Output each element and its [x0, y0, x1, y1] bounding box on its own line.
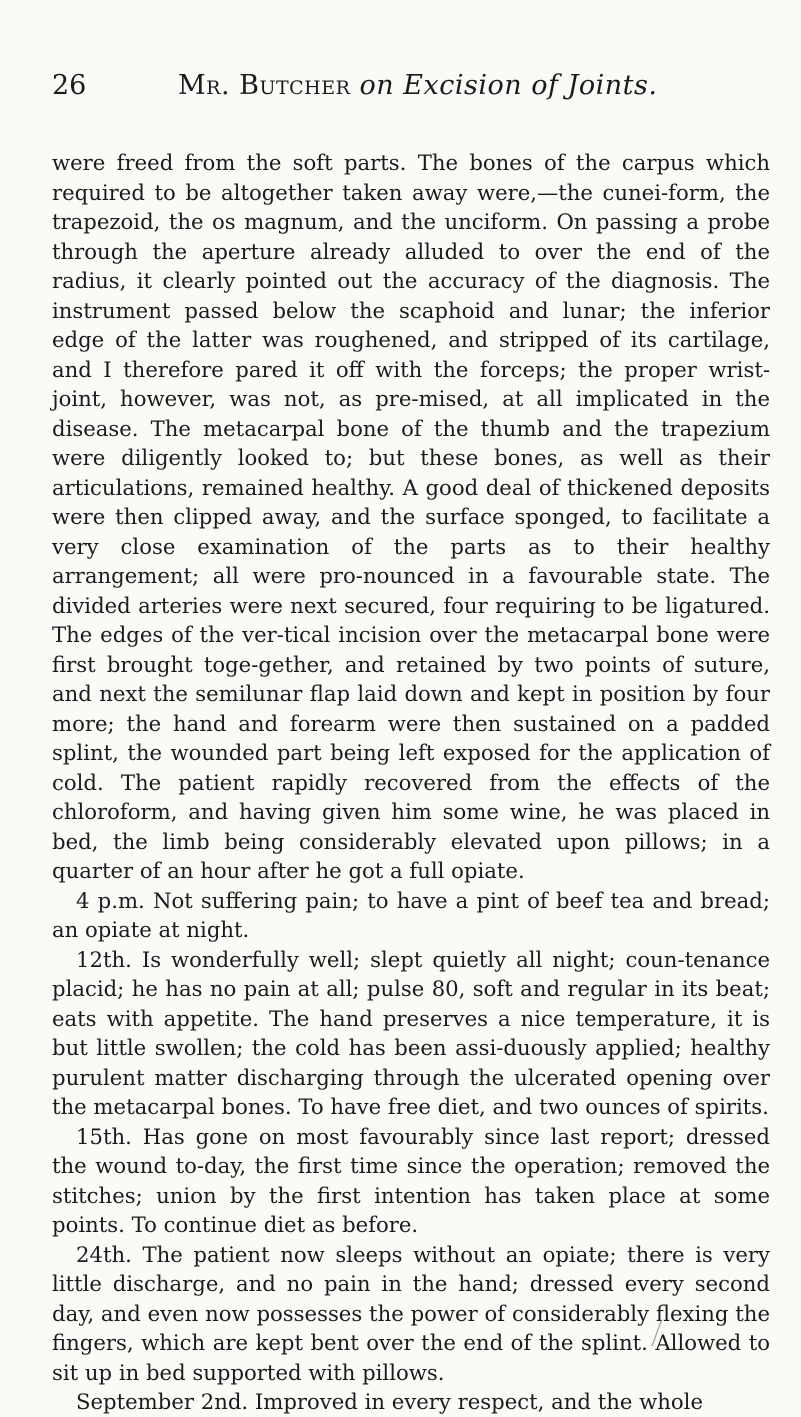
book-page [52, 70, 770, 1417]
paragraph: 4 p.m. Not suffering pain; to have a pint of beef tea and bread; an opiate at night. [52, 887, 770, 942]
page-header [52, 70, 770, 126]
paragraph: were freed from the soft parts. The bones of the carpus which required to be altogether taken away were,—the cunei-form, the trapezoid, the os magnum, and the unciform. On passing a probe through the aperture already alluded to over the end of the radius, it clearly pointed out the accuracy of the diagnosis. The instrument passed below the scaphoid and lunar; the inferior edge of the latter was roughened, and stripped of its cartilage, and I therefore pared it off with the forceps; the proper wrist-joint, however, was not, as pre-mised, at all implicated in the disease. The metacarpal bone of the thumb and the trapezium were diligently looked to; but these bones, as well as their articulations, remained healthy. A good deal of thickened deposits were then clipped away, and the surface sponged, to facilitate a very close examination of the parts as to their healthy arrangement; all were pro-nounced in a favourable state. The divided arteries were next secured, four requiring to be ligatured. The edges of the ver-tical incision over the metacarpal bone were first brought toge-gether, and retained by two points of suture, and next the semilunar flap laid down and kept in position by four more; the hand and forearm were then sustained on a padded splint, the wounded part being left exposed for the application of cold. The patient rapidly recovered from the effects of the chloroform, and having given him some wine, he was placed in bed, the limb being considerably elevated upon pillows; in a quarter of an hour after he got a full opiate. [52, 150, 770, 883]
running-head-on: on [359, 70, 395, 101]
running-head-author: Mr. Butcher [178, 70, 351, 101]
paragraph: 24th. The patient now sleeps without an opiate; there is very little discharge, and no pain in the hand; dressed every second day, and even now possesses the power of considerably flexing the fingers, which are kept bent over the end of the splint. Allowed to sit up in bed supported with pillows. [52, 1241, 770, 1385]
body-text [52, 148, 770, 1417]
running-head-title: Excision of Joints. [403, 70, 658, 101]
paragraph: September 2nd. Improved in every respect, and the whole [76, 1389, 703, 1414]
paragraph: 15th. Has gone on most favourably since last report; dressed the wound to-day, the first time since the operation; removed the stitches; union by the first intention has taken place at some points. To continue diet as before. [52, 1123, 770, 1237]
paragraph: 12th. Is wonderfully well; slept quietly all night; coun-tenance placid; he has no pain at all; pulse 80, soft and regular in its beat; eats with appetite. The hand preserves a nice temperature, it is but little swollen; the cold has been assi-duously applied; healthy purulent matter discharging through the ulcerated opening over the metacarpal bones. To have free diet, and two ounces of spirits. [52, 946, 770, 1119]
running-head [178, 70, 657, 101]
ink-mark-icon [648, 1318, 668, 1348]
page-number: 26 [52, 70, 87, 101]
